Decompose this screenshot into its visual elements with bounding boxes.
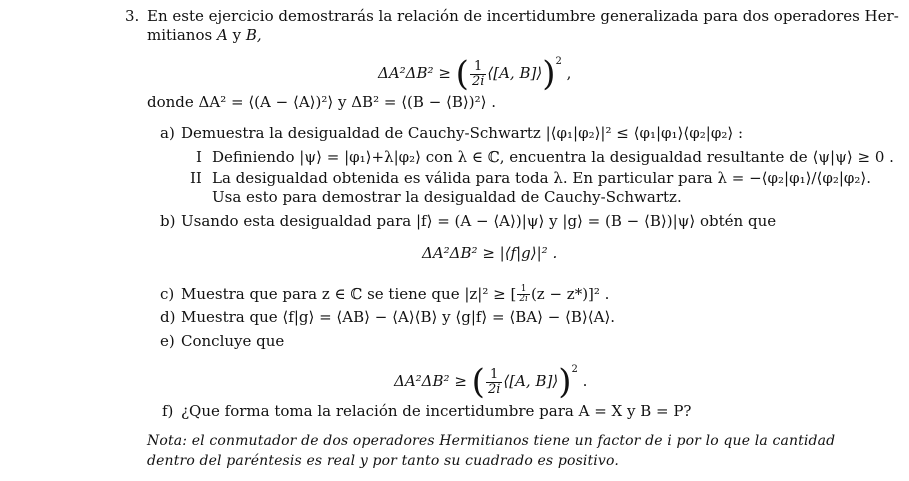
eq1-left: ΔA²ΔB² ≥ (378, 64, 451, 82)
eq1-open-paren: ( (455, 54, 469, 94)
part-d-text: Muestra que ⟨f|g⟩ = ⟨AB⟩ − ⟨A⟩⟨B⟩ y ⟨g|f⟩ = ⟨BA⟩ − ⟨B⟩⟨A⟩. (181, 308, 616, 326)
intro-line-1: En este ejercicio demostrarás la relación de incertidumbre generalizada para dos operadores Her- (147, 7, 899, 25)
part-b-label: b) (160, 212, 176, 230)
eq2-open-paren: ( (471, 362, 485, 402)
part-c-fraction (517, 285, 530, 304)
part-a-text: Demuestra la desigualdad de Cauchy-Schwartz |⟨φ₁|φ₂⟩|² ≤ ⟨φ₁|φ₁⟩⟨φ₂|φ₂⟩ : (181, 124, 744, 142)
part-a-II-label: II (190, 169, 202, 187)
eq1-commutator: ⟨[A, B]⟩ (487, 64, 543, 82)
part-e-label: e) (160, 332, 175, 350)
uncertainty-equation-2 (394, 352, 588, 402)
part-a-II-text-2: Usa esto para demostrar la desigualdad de Cauchy-Schwartz. (212, 188, 682, 206)
note-line-1: Nota: el conmutador de dos operadores Hermitianos tiene un factor de i por lo que la cantidad (147, 433, 836, 449)
part-c-label: c) (160, 285, 175, 303)
part-b-equation: ΔA²ΔB² ≥ |⟨f|g⟩|² . (422, 244, 558, 262)
part-a-label: a) (160, 124, 175, 142)
part-a-II-text: La desigualdad obtenida es válida para toda λ. En particular para λ = −⟨φ₂|φ₁⟩/⟨φ₂|φ₂⟩. (212, 169, 872, 187)
eq2-fraction (486, 368, 502, 397)
intro-y: y (232, 26, 242, 44)
eq1-tail: , (566, 64, 572, 82)
eq1-close-paren: ) (542, 54, 556, 94)
eq1-fraction (470, 60, 486, 89)
uncertainty-equation-1 (378, 44, 572, 94)
eq2-left: ΔA²ΔB² ≥ (394, 372, 467, 390)
eq1-frac-num: 1 (470, 60, 486, 75)
part-f-label: f) (162, 402, 174, 420)
part-c-frac-num: 1 (517, 285, 530, 295)
eq2-exponent: 2 (571, 364, 578, 375)
intro-operator-b: B, (245, 26, 262, 44)
donde-definition: donde ΔA² = ⟨(A − ⟨A⟩)²⟩ y ΔB² = ⟨(B − ⟨B⟩)²⟩ . (147, 93, 497, 111)
part-c-frac-den: 2i (519, 294, 528, 304)
intro-line-2 (147, 26, 262, 44)
part-f-text: ¿Que forma toma la relación de incertidumbre para A = X y B = P? (181, 402, 692, 420)
part-c-text-end: (z − z*)]² . (530, 285, 610, 303)
problem-number: 3. (125, 7, 140, 25)
part-e-text: Concluye que (181, 332, 285, 350)
eq1-exponent: 2 (555, 56, 562, 67)
intro-operator-a: A (216, 26, 228, 44)
part-d-label: d) (160, 308, 176, 326)
eq2-frac-den: 2i (487, 381, 501, 397)
note-line-2: dentro del paréntesis es real y por tanto su cuadrado es positivo. (147, 453, 619, 469)
eq1-frac-den: 2i (471, 73, 485, 89)
part-a-I-label: I (196, 148, 202, 166)
eq2-commutator: ⟨[A, B]⟩ (503, 372, 559, 390)
part-b-text: Usando esta desigualdad para |f⟩ = (A − ⟨A⟩)|ψ⟩ y |g⟩ = (B − ⟨B⟩)|ψ⟩ obtén que (181, 212, 777, 230)
part-c-text (181, 285, 609, 304)
part-a-I-text: Definiendo |ψ⟩ = |φ₁⟩+λ|φ₂⟩ con λ ∈ ℂ, encuentra la desigualdad resultante de ⟨ψ|ψ⟩ ≥ 0 . (212, 148, 894, 166)
intro-mitianos: mitianos (147, 26, 213, 44)
eq2-tail: . (582, 372, 588, 390)
eq2-close-paren: ) (558, 362, 572, 402)
eq2-frac-num: 1 (486, 368, 502, 383)
part-c-text-start: Muestra que para z ∈ ℂ se tiene que |z|² ≥ [ (181, 285, 517, 303)
